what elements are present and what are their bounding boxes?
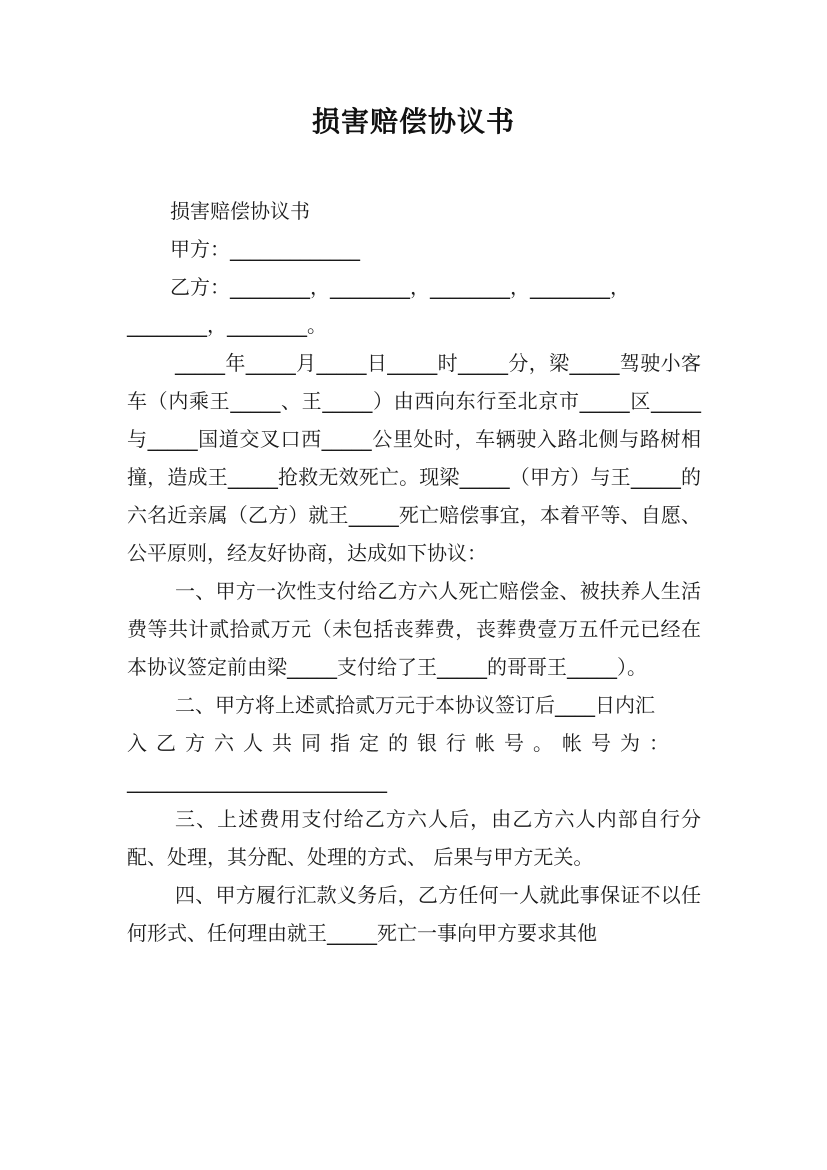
document-body [127, 192, 701, 952]
subtitle: 损害赔偿协议书 [170, 199, 310, 223]
clause-1: 一、甲方一次性支付给乙方六人死亡赔偿金、被扶养人生活费等共计贰拾贰万元（未包括丧葬费，丧葬费壹万五仟元已经在本协议签定前由梁_____支付给了王_____的哥哥王_____）。 [127, 579, 701, 679]
party-b-line-continued: ________，________。 [127, 313, 327, 337]
clause-4: 四、甲方履行汇款义务后，乙方任何一人就此事保证不以任何形式、任何理由就王_____死亡一事向甲方要求其他 [127, 883, 701, 945]
clause-2-account-blank: __________________________ [127, 769, 387, 793]
intro-paragraph: _____年_____月_____日_____时_____分，梁_____驾驶小客车（内乘王_____、王_____）由西向东行至北京市_____区_____与_____国道交叉口西_____公里处时，车辆驶入路北侧与路树相撞，造成王_____抢救无效死亡。现梁_____（甲方）与王_____的六名近亲属（乙方）就王_____死亡赔偿事宜，本着平等、自愿、公平原则，经友好协商，达成如下协议： [127, 351, 701, 565]
party-b-line: 乙方：________，________，________，________， [170, 275, 630, 299]
clause-2-line-2: 入乙方六人共同指定的银行帐号。帐号为： [127, 731, 678, 755]
clause-2-line-1: 二、甲方将上述贰拾贰万元于本协议签订后____日内汇 [175, 693, 655, 717]
party-a-line: 甲方：_____________ [170, 237, 360, 261]
document-title: 损害赔偿协议书 [311, 105, 515, 138]
clause-3: 三、上述费用支付给乙方六人后，由乙方六人内部自行分配、处理，其分配、处理的方式、 后果与甲方无关。 [127, 807, 701, 869]
